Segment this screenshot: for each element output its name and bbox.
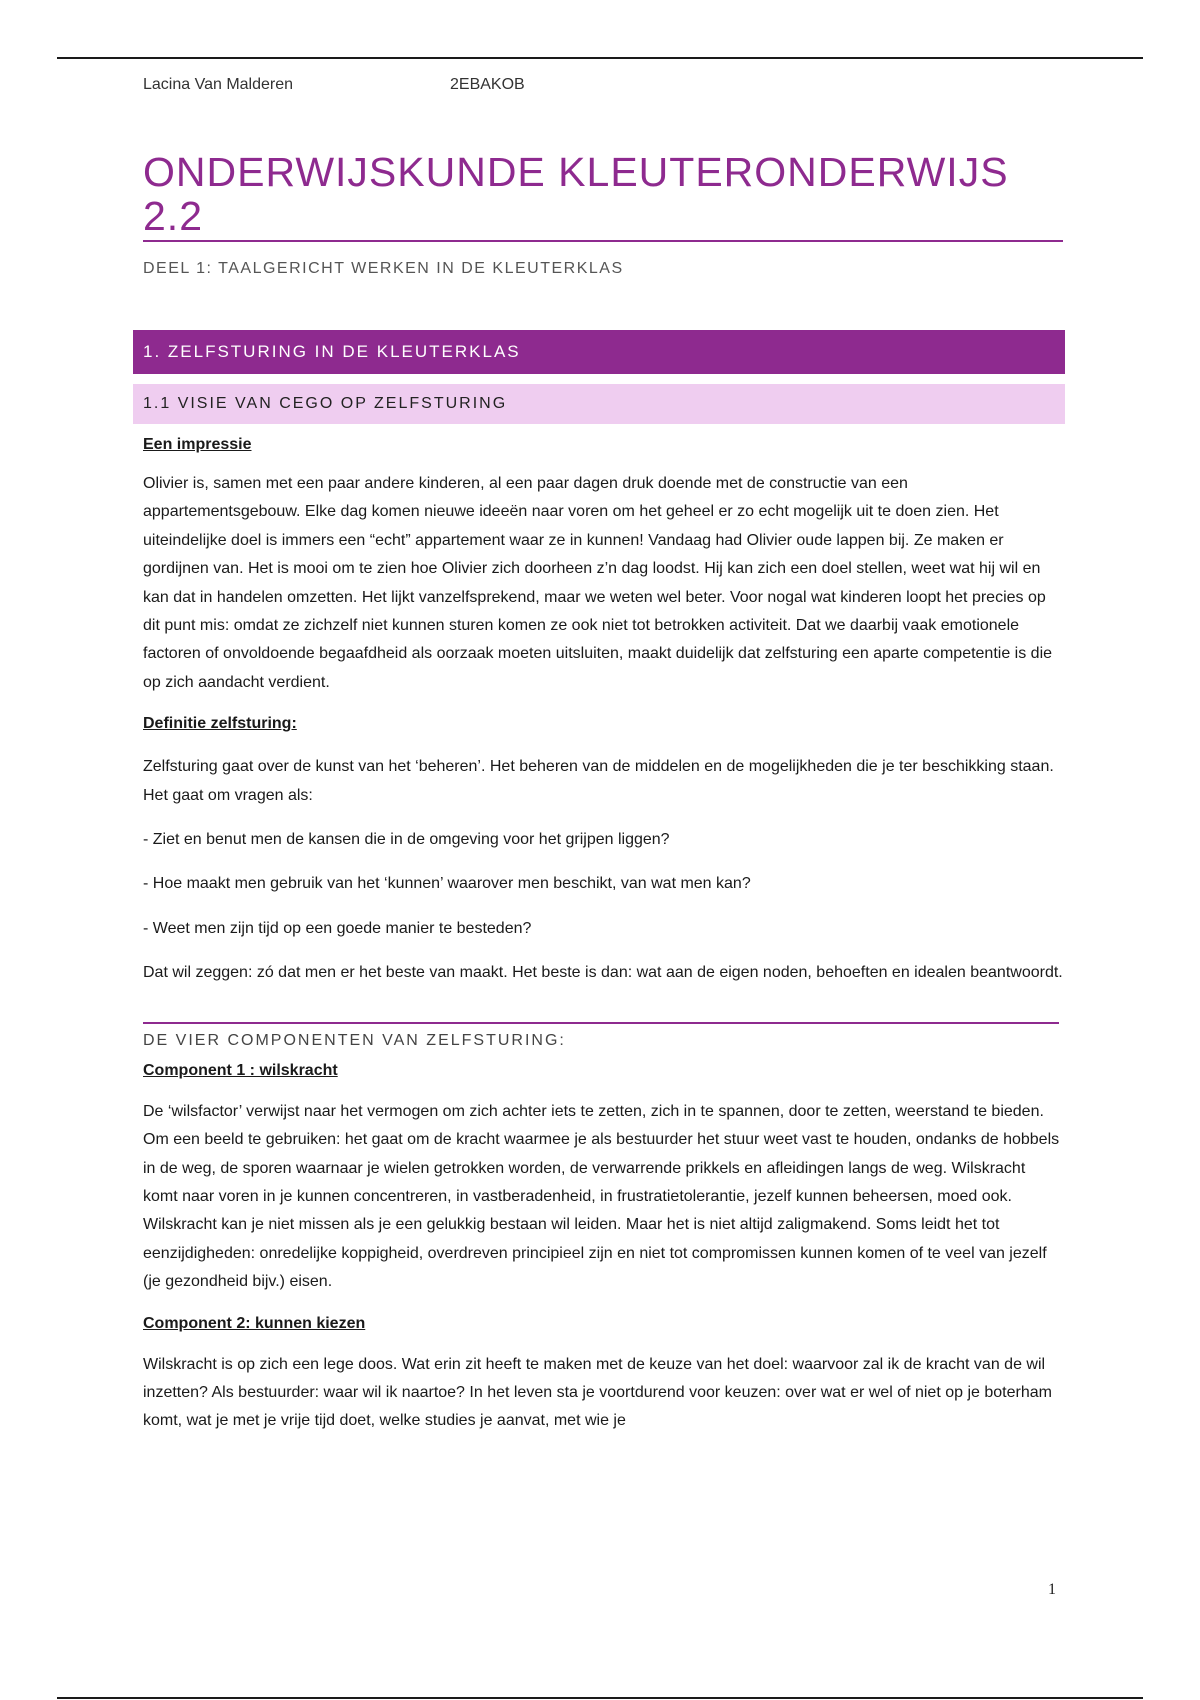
document-subtitle: DEEL 1: TAALGERICHT WERKEN IN DE KLEUTERKLAS xyxy=(143,260,624,277)
componenten-heading: DE VIER COMPONENTEN VAN ZELFSTURING: xyxy=(143,1031,566,1049)
definitie-question-1: - Ziet en benut men de kansen die in de omgeving voor het grijpen liggen? xyxy=(143,831,670,849)
component-2-label: Component 2: kunnen kiezen xyxy=(143,1314,366,1332)
page-number: 1 xyxy=(1048,1581,1056,1598)
footer-rule xyxy=(57,1697,1143,1699)
impressie-paragraph: Olivier is, samen met een paar andere kinderen, al een paar dagen druk doende met de constructie van een appartementsgebouw. Elke dag komen nieuwe ideeën naar voren om het geheel er zo echt mogelijk uit te doen zien. Het uiteindelijke doel is immers een “echt” appartement waar ze in kunnen! Vandaag had Olivier oude lappen bij. Ze maken er gordijnen van. Het is mooi om te zien hoe Olivier zich doorheen z’n dag loodst. Hij kan zich een doel stellen, weet wat hij wil en kan dat in handelen omzetten. Het lijkt vanzelfsprekend, maar we weten wel beter. Voor nogal wat kinderen loopt het precies op dit punt mis: omdat ze zichzelf niet kunnen sturen komen ze ook niet tot betrokken activiteit. Dat we daarbij vaak emotionele factoren of onvoldoende begaafdheid als oorzaak moeten uitsluiten, maakt duidelijk dat zelfsturing een aparte competentie is die op zich aandacht verdient. xyxy=(143,475,1053,691)
section-heading-1-1: 1.1 VISIE VAN CEGO OP ZELFSTURING xyxy=(133,384,1065,424)
definitie-label: Definitie zelfsturing: xyxy=(143,715,297,733)
header-rule xyxy=(57,57,1143,59)
component-1-paragraph: De ‘wilsfactor’ verwijst naar het vermogen om zich achter iets te zetten, zich in te spannen, door te zetten, weerstand te bieden. Om een beeld te gebruiken: het gaat om de kracht waarmee je als bestuurder het stuur weet vast te houden, ondanks de hobbels in de weg, de sporen waarnaar je wielen getrokken worden, de verwarrende prikkels en afleidingen langs de weg. Wilskracht komt naar voren in je kunnen concentreren, in vastberadenheid, in frustratietolerantie, jezelf kunnen beheersen, moed ook. Wilskracht kan je niet missen als je een gelukkig bestaan wil leiden. Maar het is niet altijd zaligmakend. Soms leidt het tot eenzijdigheden: onredelijke koppigheid, overdreven principieel zijn en niet tot compromissen kunnen komen of te veel van jezelf (je gezondheid bijv.) eisen. xyxy=(143,1102,1060,1291)
impressie-label: Een impressie xyxy=(143,436,252,453)
class-code: 2EBAKOB xyxy=(450,76,525,93)
section-heading-1: 1. ZELFSTURING IN DE KLEUTERKLAS xyxy=(133,330,1065,374)
component-1-label: Component 1 : wilskracht xyxy=(143,1061,338,1079)
definitie-question-2: - Hoe maakt men gebruik van het ‘kunnen’ waarover men beschikt, van wat men kan? xyxy=(143,875,751,893)
running-header xyxy=(143,70,1063,100)
component-2-paragraph: Wilskracht is op zich een lege doos. Wat erin zit heeft te maken met de keuze van het doel: waarvoor zal ik de kracht van de wil inzetten? Als bestuurder: waar wil ik naartoe? In het leven sta je voortdurend voor keuzen: over wat er wel of niet op je boterham komt, wat je met je vrije tijd doet, welke studies je aanvat, met wie je xyxy=(143,1355,1052,1430)
document-page xyxy=(143,70,1063,1436)
author-name: Lacina Van Malderen xyxy=(143,76,294,93)
document-title: ONDERWIJSKUNDE KLEUTERONDERWIJS 2.2 xyxy=(143,150,1063,242)
definitie-intro: Zelfsturing gaat over de kunst van het ‘beheren’. Het beheren van de middelen en de mogelijkheden die je ter beschikking staan. Het gaat om vragen als: xyxy=(143,758,1054,804)
definitie-question-3: - Weet men zijn tijd op een goede manier te besteden? xyxy=(143,919,532,937)
definitie-conclusion: Dat wil zeggen: zó dat men er het beste van maakt. Het beste is dan: wat aan de eigen noden, behoeften en idealen beantwoordt. xyxy=(143,964,1063,982)
componenten-rule xyxy=(143,1022,1059,1024)
